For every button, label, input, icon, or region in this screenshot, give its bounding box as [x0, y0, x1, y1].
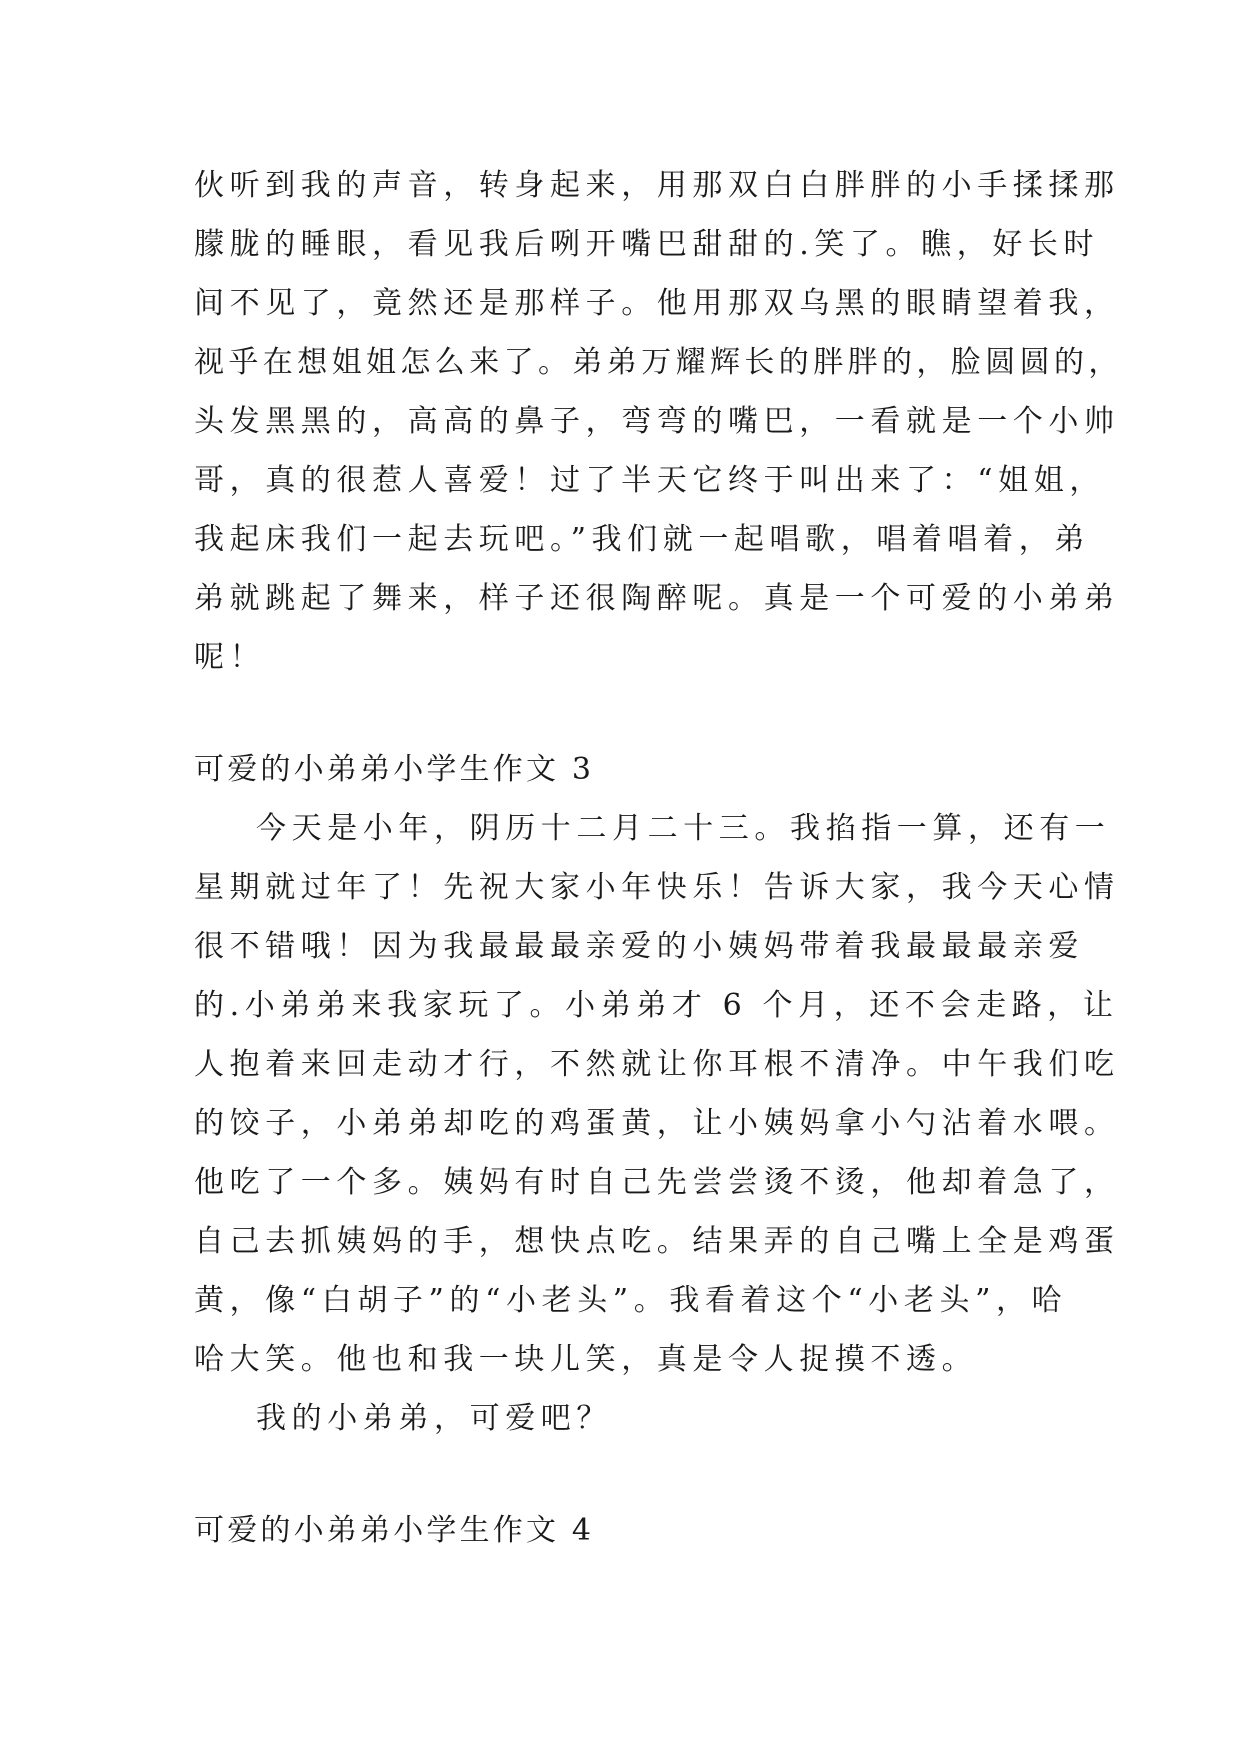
paragraph-line: 自己去抓姨妈的手，想快点吃。结果弄的自己嘴上全是鸡蛋 — [194, 1224, 1120, 1259]
paragraph-line: 头发黑黑的，高高的鼻子，弯弯的嘴巴，一看就是一个小帅 — [194, 404, 1120, 439]
paragraph-line: 黄，像“白胡子”的“小老头”。我看着这个“小老头”，哈 — [194, 1283, 1068, 1318]
section-title: 可爱的小弟弟小学生作文 3 — [194, 752, 595, 787]
paragraph-line: 视乎在想姐姐怎么来了。弟弟万耀辉长的胖胖的，脸圆圆的， — [194, 345, 1123, 380]
paragraph-line: 朦胧的睡眼，看见我后咧开嘴巴甜甜的.笑了。瞧，好长时 — [194, 227, 1100, 262]
paragraph-line: 伙听到我的声音，转身起来，用那双白白胖胖的小手揉揉那 — [194, 168, 1120, 203]
paragraph-line: 今天是小年，阴历十二月二十三。我掐指一算，还有一 — [256, 811, 1111, 846]
section-title: 可爱的小弟弟小学生作文 4 — [194, 1513, 595, 1548]
paragraph-line: 我的小弟弟，可爱吧？ — [256, 1401, 612, 1436]
paragraph-line: 人抱着来回走动才行，不然就让你耳根不清净。中午我们吃 — [194, 1047, 1120, 1082]
paragraph-line: 哥，真的很惹人喜爱！过了半天它终于叫出来了：“姐姐， — [194, 463, 1105, 498]
paragraph-line: 的饺子，小弟弟却吃的鸡蛋黄，让小姨妈拿小勺沾着水喂。 — [194, 1106, 1120, 1141]
paragraph-line: 我起床我们一起去玩吧。”我们就一起唱歌，唱着唱着，弟 — [194, 522, 1090, 557]
paragraph-line: 的.小弟弟来我家玩了。小弟弟才 6 个月，还不会走路，让 — [194, 988, 1119, 1023]
paragraph-line: 星期就过年了！先祝大家小年快乐！告诉大家，我今天心情 — [194, 870, 1120, 905]
paragraph-line: 呢！ — [194, 640, 266, 675]
paragraph-line: 很不错哦！因为我最最最亲爱的小姨妈带着我最最最亲爱 — [194, 929, 1084, 964]
paragraph-line: 间不见了，竟然还是那样子。他用那双乌黑的眼睛望着我， — [194, 286, 1120, 321]
paragraph-line: 弟就跳起了舞来，样子还很陶醉呢。真是一个可爱的小弟弟 — [194, 581, 1120, 616]
paragraph-line: 哈大笑。他也和我一块儿笑，真是令人捉摸不透。 — [194, 1342, 978, 1377]
paragraph-line: 他吃了一个多。姨妈有时自己先尝尝烫不烫，他却着急了， — [194, 1165, 1120, 1200]
